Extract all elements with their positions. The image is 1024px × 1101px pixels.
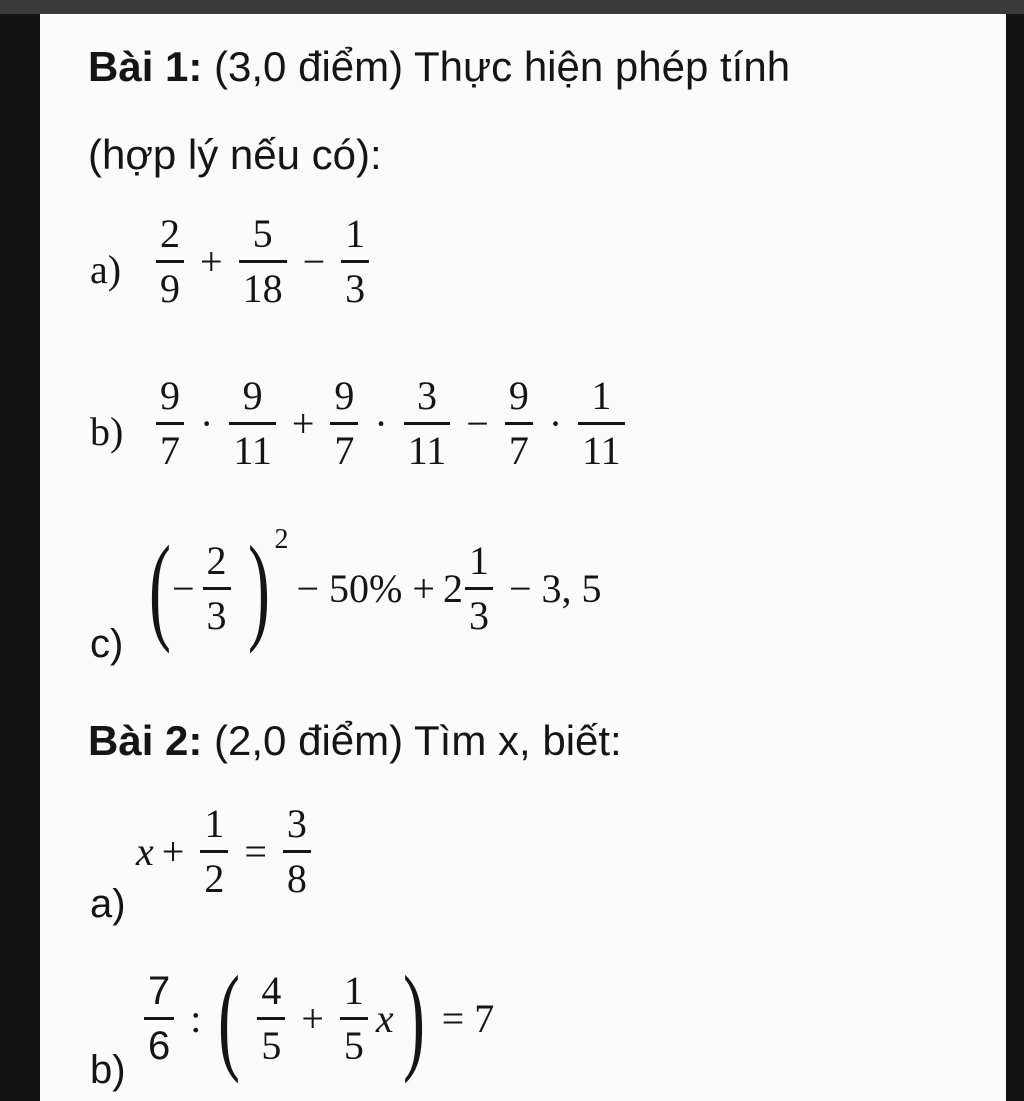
exponent: 2	[274, 524, 289, 555]
bai2-a-label: a)	[90, 882, 126, 926]
operator: = 7	[441, 995, 495, 1041]
bai2-a-expression	[136, 801, 319, 901]
bai2-desc: (2,0 điểm) Tìm x, biết:	[214, 717, 622, 764]
fraction: $\frac{5}{18}$	[239, 214, 287, 309]
fraction: $\frac{1}{3}$	[465, 541, 493, 636]
operator: −	[171, 565, 195, 611]
bai1-desc: (3,0 điểm) Thực hiện phép tính	[214, 43, 791, 90]
operator: +	[291, 401, 315, 446]
variable-x: x	[375, 995, 394, 1041]
bai1-c-label: c)	[90, 622, 124, 666]
operator: +	[200, 239, 223, 284]
operator: −	[302, 239, 326, 284]
operator: −	[466, 401, 489, 446]
operator: ·	[374, 401, 388, 446]
operator: − 50% +	[296, 565, 435, 611]
bai1-a-label: a)	[90, 247, 122, 292]
fraction: $\frac{7}{6}$	[144, 971, 174, 1066]
operator: :	[190, 995, 202, 1041]
mixed-whole: 2	[442, 565, 463, 611]
operator: +	[301, 995, 324, 1041]
fraction: $\frac{1}{11}$	[578, 376, 625, 471]
left-paren: (	[148, 521, 171, 654]
bai1-a-expression	[148, 211, 377, 311]
operator: =	[244, 829, 267, 874]
bai2-heading	[88, 717, 622, 764]
operator: +	[161, 829, 185, 874]
fraction: $\frac{9}{7}$	[156, 376, 184, 471]
left-paren: (	[218, 951, 241, 1084]
operator: ·	[548, 401, 563, 446]
operator: ·	[200, 401, 214, 446]
bai1-heading	[88, 43, 791, 90]
fraction: $\frac{9}{7}$	[505, 376, 533, 471]
bai1-desc-2: (hợp lý nếu có):	[88, 131, 382, 178]
fraction: $\frac{2}{3}$	[203, 541, 231, 636]
right-paren: )	[247, 521, 270, 654]
fraction: $\frac{1}{5}$	[340, 971, 368, 1066]
top-bar	[0, 0, 1024, 14]
fraction: $\frac{1}{3}$	[341, 214, 369, 309]
fraction: $\frac{9}{7}$	[330, 376, 358, 471]
worksheet	[40, 14, 1006, 1101]
operator: − 3, 5	[508, 565, 602, 611]
fraction: $\frac{2}{9}$	[156, 214, 184, 309]
right-paren: )	[402, 951, 425, 1084]
fraction: $\frac{3}{8}$	[283, 804, 311, 899]
fraction: $\frac{1}{2}$	[200, 804, 228, 899]
bai1-c-expression	[140, 521, 610, 654]
fraction: $\frac{9}{11}$	[229, 376, 276, 471]
bai2-b-expression	[136, 951, 502, 1084]
bai2-title: Bài 2:	[88, 717, 203, 764]
fraction: $\frac{3}{11}$	[404, 376, 451, 471]
fraction: $\frac{4}{5}$	[257, 971, 285, 1066]
bai2-b-label: b)	[90, 1048, 126, 1092]
variable-x: x	[136, 829, 154, 874]
bai1-b-expression	[148, 373, 633, 473]
bai1-title: Bài 1:	[88, 43, 203, 90]
bai1-b-label: b)	[90, 409, 124, 454]
